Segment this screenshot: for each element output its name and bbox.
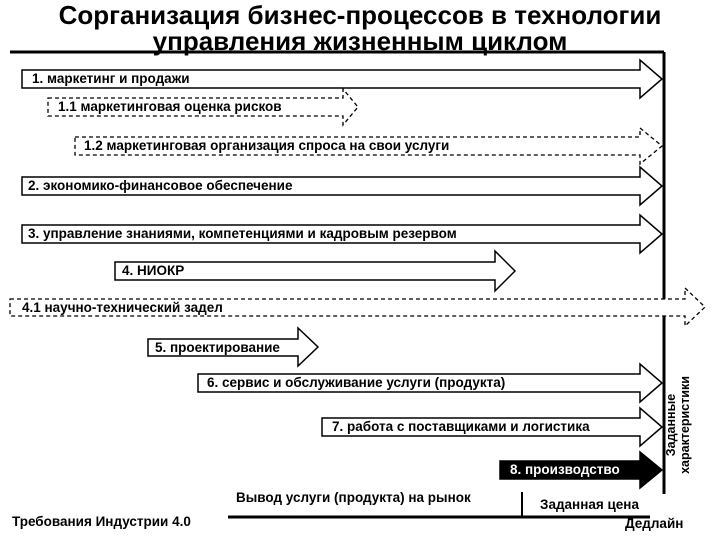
market-launch-label: Вывод услуги (продукта) на рынок [236, 490, 471, 505]
label-p1-2: 1.2 маркетинговая организация спроса на свои услуги [84, 138, 450, 153]
industry-requirements-label: Требования Индустрии 4.0 [12, 514, 191, 529]
label-p3: 3. управление знаниями, компетенциями и кадровым резервом [28, 226, 457, 241]
label-p4: 4. НИОКР [122, 263, 185, 278]
target-characteristics-line-2: характеристики [678, 376, 692, 474]
target-characteristics-label [664, 355, 692, 495]
title-line-1: Сорганизация бизнес-процессов в технологии [58, 0, 662, 30]
label-p6: 6. сервис и обслуживание услуги (продукта) [207, 375, 506, 390]
label-p5: 5. проектирование [155, 340, 280, 355]
label-p7: 7. работа с поставщиками и логистика [332, 419, 590, 434]
deadline-label: Дедлайн [625, 516, 684, 531]
label-p1: 1. маркетинг и продажи [32, 71, 190, 86]
target-characteristics-line-1: Заданные [664, 393, 678, 457]
label-p4-1: 4.1 научно-технический задел [22, 300, 223, 315]
label-p2: 2. экономико-финансовое обеспечение [28, 178, 293, 193]
title-line-2: управления жизненным циклом [152, 26, 568, 56]
label-p8: 8. производство [510, 462, 620, 477]
label-p1-1: 1.1 маркетинговая оценка рисков [58, 99, 282, 114]
target-price-label: Заданная цена [540, 497, 639, 512]
